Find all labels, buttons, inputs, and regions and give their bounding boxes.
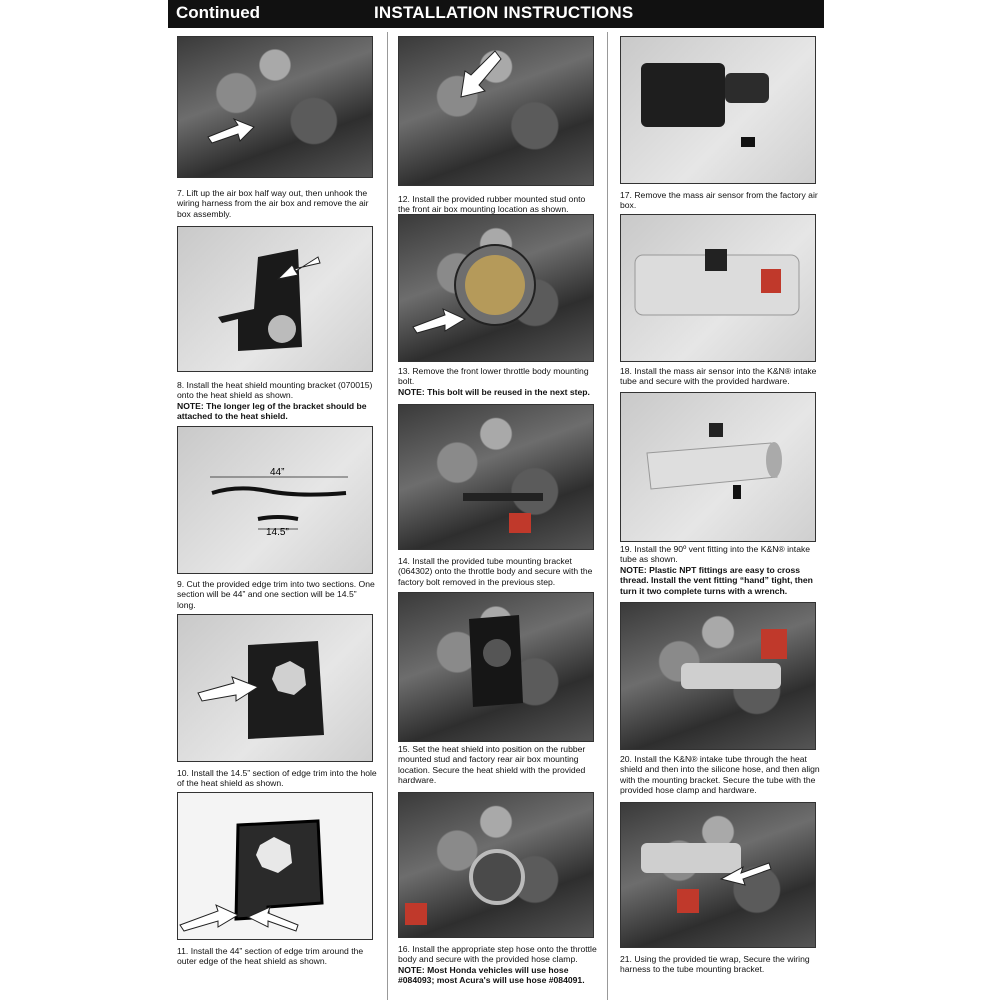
step-20-photo	[620, 602, 816, 750]
step-15-photo	[398, 592, 594, 742]
page-header	[168, 0, 824, 28]
step-9-caption: 9. Cut the provided edge trim into two sections. One section will be 44” and one section will be 14.5” long.	[177, 579, 375, 610]
step-11-caption: 11. Install the 44” section of edge trim around the outer edge of the heat shield as shown.	[177, 946, 364, 967]
tie-wrap-icon	[621, 803, 815, 947]
step-21-photo	[620, 802, 816, 948]
step-18-caption: 18. Install the mass air sensor into the K&N® intake tube and secure with the provided hardware.	[620, 366, 817, 387]
throttle-body-icon	[399, 215, 593, 361]
heat-shield-bracket-icon	[178, 227, 372, 371]
step-19-caption: 19. Install the 90º vent fitting into the K&N® intake tube as shown. NOTE: Plastic NPT fittings are easy to cross thread. Install the vent fitting “hand” tight, then turn it two complete turns with a wrench.	[620, 544, 813, 596]
step-21-caption: 21. Using the provided tie wrap, Secure the wiring harness to the tube mounting bracket.	[620, 954, 810, 975]
step-16-photo	[398, 792, 594, 938]
long-trim-label: 44”	[270, 467, 285, 478]
continued-label: Continued	[176, 3, 261, 22]
step-13-caption: 13. Remove the front lower throttle body mounting bolt. NOTE: This bolt will be reused in the next step.	[398, 366, 590, 397]
column-right	[620, 30, 820, 1000]
short-trim-label: 14.5”	[266, 527, 289, 538]
page-title: INSTALLATION INSTRUCTIONS	[374, 3, 634, 22]
step-17-photo	[620, 36, 816, 184]
step-18-photo	[620, 214, 816, 362]
step-hose-icon	[399, 793, 593, 937]
step-13-photo	[398, 214, 594, 362]
step-12-arrow-icon	[399, 37, 593, 185]
step-7-photo	[177, 36, 373, 178]
step-16-caption: 16. Install the appropriate step hose onto the throttle body and secure with the provided hose clamp. NOTE: Most Honda vehicles will use hose #084093; most Acura's will use hose #084091.	[398, 944, 597, 986]
step-17-caption: 17. Remove the mass air sensor from the factory air box.	[620, 190, 818, 211]
step-8-photo	[177, 226, 373, 372]
step-7-caption: 7. Lift up the air box half way out, then unhook the wiring harness from the air box and remove the air box assembly.	[177, 188, 369, 219]
step-12-photo	[398, 36, 594, 186]
column-divider	[607, 32, 608, 1000]
step-8-caption: 8. Install the heat shield mounting bracket (070015) onto the heat shield as shown. NOTE: The longer leg of the bracket should be attached to the heat shield.	[177, 380, 373, 422]
edge-trim-icon	[178, 427, 372, 573]
column-left	[177, 30, 377, 1000]
step-19-photo	[620, 392, 816, 542]
intake-tube-sensor-icon	[621, 215, 815, 361]
step-10-caption: 10. Install the 14.5” section of edge trim into the hole of the heat shield as shown.	[177, 768, 377, 789]
heat-shield-icon	[178, 615, 372, 761]
step-14-photo	[398, 404, 594, 550]
installed-heat-shield-icon	[399, 593, 593, 741]
vent-fitting-icon	[621, 393, 815, 541]
installed-tube-icon	[621, 603, 815, 749]
column-divider	[387, 32, 388, 1000]
step-9-photo	[177, 426, 373, 574]
tube-bracket-icon	[399, 405, 593, 549]
step-14-caption: 14. Install the provided tube mounting bracket (064302) onto the throttle body and secure with the factory bolt removed in the previous step.	[398, 556, 593, 587]
step-12-caption: 12. Install the provided rubber mounted stud onto the front air box mounting location as shown.	[398, 194, 586, 215]
heat-shield-trimmed-icon	[178, 793, 372, 939]
column-middle	[398, 30, 598, 1000]
step-10-photo	[177, 614, 373, 762]
air-box-icon	[621, 37, 815, 183]
step-11-photo	[177, 792, 373, 940]
step-7-arrow-icon	[178, 37, 372, 177]
step-15-caption: 15. Set the heat shield into position on the rubber mounted stud and factory rear air box mounting location. Secure the heat shield with the provided hardware.	[398, 744, 586, 786]
step-20-caption: 20. Install the K&N® intake tube through the heat shield and then into the silicone hose, and then align with the mounting bracket. Secure the tube with the provided hose clamp and hardware.	[620, 754, 820, 796]
